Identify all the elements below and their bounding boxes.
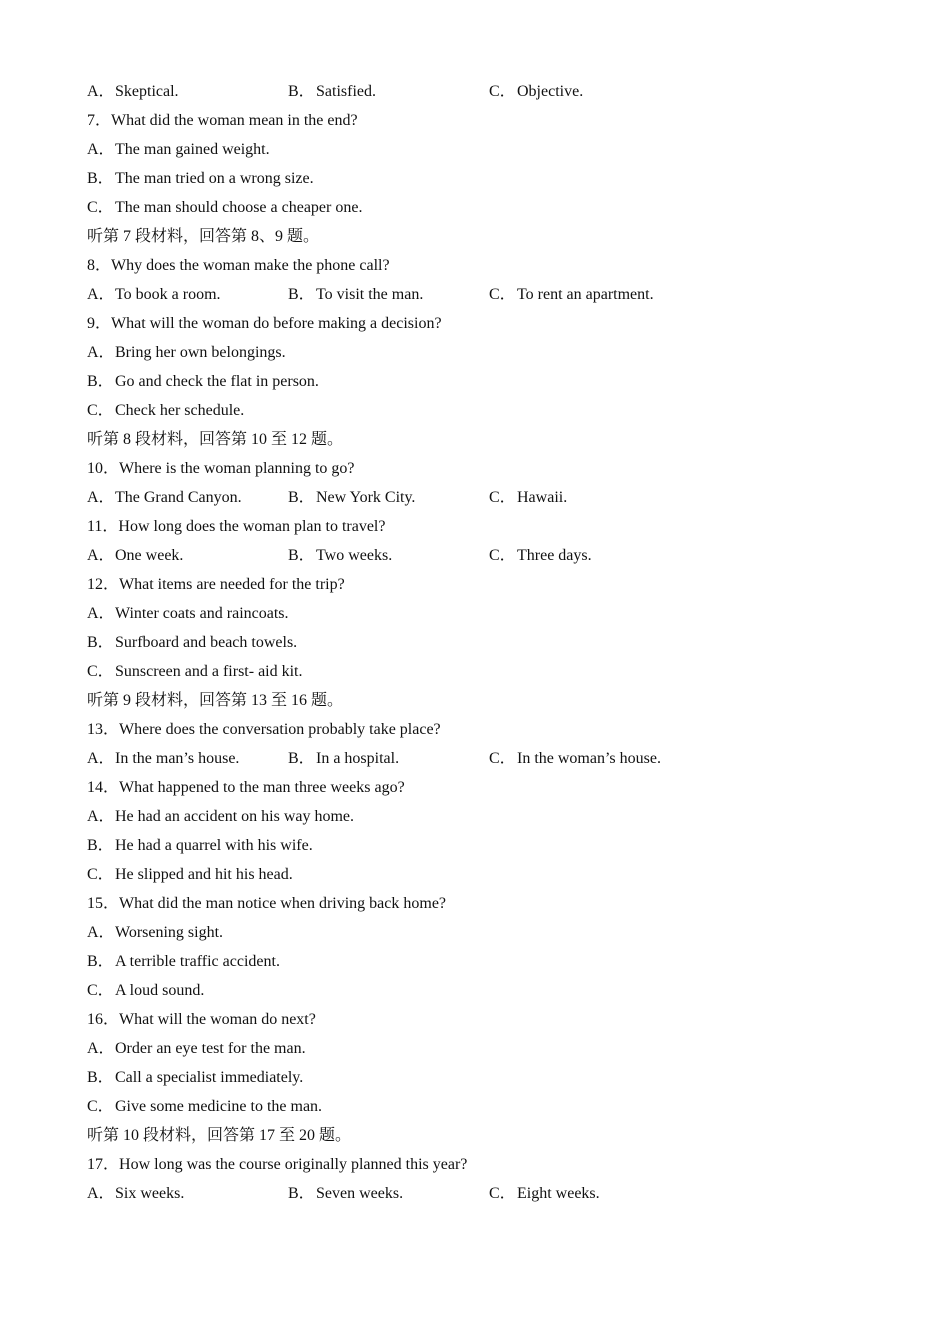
answer-option (489, 1181, 690, 1210)
option-text: Call a specialist immediately. (115, 1069, 304, 1086)
option-text: Go and check the flat in person. (115, 373, 319, 390)
answer-option (489, 746, 690, 775)
answer-option (87, 137, 887, 166)
option-text: Two weeks. (316, 547, 393, 564)
question-line (87, 456, 887, 485)
option-text: The man tried on a wrong size. (115, 170, 314, 187)
question-text: What items are needed for the trip? (119, 576, 345, 593)
option-letter: B． (288, 83, 315, 100)
answer-options-row (87, 1181, 887, 1210)
question-number: 17． (87, 1156, 120, 1173)
option-letter: A． (87, 286, 115, 303)
answer-option (87, 1094, 887, 1123)
answer-option (87, 282, 288, 311)
option-text: The Grand Canyon. (115, 489, 242, 506)
option-letter: B． (87, 373, 114, 390)
option-text: Objective. (517, 83, 584, 100)
answer-option (288, 79, 489, 108)
question-text: What happened to the man three weeks ago? (119, 779, 405, 796)
option-letter: A． (87, 141, 115, 158)
answer-options-row (87, 543, 887, 572)
section-heading (87, 427, 887, 456)
answer-option (87, 833, 887, 862)
option-letter: C． (87, 663, 114, 680)
question-line (87, 514, 887, 543)
question-number: 13． (87, 721, 120, 738)
answer-option (288, 746, 489, 775)
question-number: 11． (87, 518, 119, 535)
question-line (87, 891, 887, 920)
answer-option (87, 195, 887, 224)
option-text: Satisfied. (316, 83, 376, 100)
option-text: He slipped and hit his head. (115, 866, 293, 883)
question-line (87, 108, 887, 137)
option-text: A terrible traffic accident. (115, 953, 280, 970)
option-letter: B． (288, 750, 315, 767)
option-text: Hawaii. (517, 489, 568, 506)
question-text: What will the woman do before making a decision? (111, 315, 442, 332)
answer-option (489, 543, 690, 572)
option-text: In a hospital. (316, 750, 400, 767)
option-text: To book a room. (115, 286, 221, 303)
answer-option (87, 862, 887, 891)
option-text: Check her schedule. (115, 402, 245, 419)
question-number: 9． (87, 315, 112, 332)
option-text: Order an eye test for the man. (115, 1040, 306, 1057)
option-text: Eight weeks. (517, 1185, 600, 1202)
option-text: Worsening sight. (115, 924, 224, 941)
option-letter: A． (87, 344, 115, 361)
option-letter: A． (87, 605, 115, 622)
question-text: Where is the woman planning to go? (119, 460, 355, 477)
answer-option (87, 949, 887, 978)
option-text: The man should choose a cheaper one. (115, 199, 363, 216)
option-letter: C． (87, 1098, 114, 1115)
question-line (87, 311, 887, 340)
option-letter: A． (87, 924, 115, 941)
option-text: He had an accident on his way home. (115, 808, 355, 825)
answer-option (87, 398, 887, 427)
answer-option (288, 282, 489, 311)
question-line (87, 1007, 887, 1036)
option-letter: C． (87, 982, 114, 999)
option-text: Seven weeks. (316, 1185, 404, 1202)
option-letter: C． (489, 750, 516, 767)
option-text: A loud sound. (115, 982, 205, 999)
question-text: What did the man notice when driving back home? (119, 895, 447, 912)
option-text: Bring her own belongings. (115, 344, 286, 361)
answer-options-row (87, 485, 887, 514)
answer-options-row (87, 746, 887, 775)
option-text: To visit the man. (316, 286, 424, 303)
question-number: 7． (87, 112, 112, 129)
section-heading (87, 224, 887, 253)
answer-options-row (87, 79, 887, 108)
answer-option (87, 804, 887, 833)
option-text: Give some medicine to the man. (115, 1098, 323, 1115)
option-letter: C． (87, 866, 114, 883)
question-text: How long was the course originally planned this year? (119, 1156, 468, 1173)
question-text: What will the woman do next? (119, 1011, 316, 1028)
option-letter: A． (87, 83, 115, 100)
option-letter: B． (87, 634, 114, 651)
answer-option (87, 543, 288, 572)
option-letter: A． (87, 808, 115, 825)
question-line (87, 775, 887, 804)
question-number: 16． (87, 1011, 120, 1028)
option-text: Skeptical. (115, 83, 179, 100)
answer-option (87, 601, 887, 630)
option-text: To rent an apartment. (517, 286, 654, 303)
question-number: 14． (87, 779, 120, 796)
option-letter: C． (489, 547, 516, 564)
answer-option (87, 340, 887, 369)
option-letter: B． (87, 837, 114, 854)
section-heading (87, 688, 887, 717)
question-number: 15． (87, 895, 120, 912)
section-heading-text: 听第 9 段材料，回答第 13 至 16 题。 (87, 692, 344, 709)
question-number: 12． (87, 576, 120, 593)
question-text: Where does the conversation probably take place? (119, 721, 441, 738)
option-letter: B． (87, 170, 114, 187)
answer-option (87, 1181, 288, 1210)
option-text: In the woman’s house. (517, 750, 661, 767)
option-letter: C． (489, 286, 516, 303)
section-heading-text: 听第 7 段材料，回答第 8、9 题。 (87, 228, 320, 245)
answer-option (87, 659, 887, 688)
answer-option (87, 485, 288, 514)
answer-option (87, 1036, 887, 1065)
option-text: Surfboard and beach towels. (115, 634, 298, 651)
answer-option (87, 630, 887, 659)
option-text: New York City. (316, 489, 416, 506)
answer-option (87, 79, 288, 108)
option-text: In the man’s house. (115, 750, 240, 767)
option-letter: A． (87, 1040, 115, 1057)
option-text: Sunscreen and a first- aid kit. (115, 663, 303, 680)
option-text: He had a quarrel with his wife. (115, 837, 313, 854)
answer-option (87, 978, 887, 1007)
option-letter: C． (87, 402, 114, 419)
question-line (87, 572, 887, 601)
answer-option (489, 79, 690, 108)
answer-option (489, 282, 690, 311)
answer-option (87, 1065, 887, 1094)
option-letter: B． (288, 489, 315, 506)
answer-option (288, 543, 489, 572)
option-letter: B． (288, 1185, 315, 1202)
question-number: 8． (87, 257, 112, 274)
option-text: Six weeks. (115, 1185, 185, 1202)
answer-option (288, 1181, 489, 1210)
option-letter: C． (87, 199, 114, 216)
option-text: Three days. (517, 547, 592, 564)
option-letter: C． (489, 1185, 516, 1202)
section-heading-text: 听第 10 段材料，回答第 17 至 20 题。 (87, 1127, 352, 1144)
exam-page (87, 79, 887, 1210)
answer-option (87, 746, 288, 775)
option-letter: A． (87, 489, 115, 506)
question-line (87, 1152, 887, 1181)
question-line (87, 717, 887, 746)
option-letter: B． (288, 547, 315, 564)
answer-option (87, 920, 887, 949)
option-text: The man gained weight. (115, 141, 270, 158)
section-heading-text: 听第 8 段材料，回答第 10 至 12 题。 (87, 431, 344, 448)
question-text: Why does the woman make the phone call? (111, 257, 390, 274)
answer-option (288, 485, 489, 514)
option-letter: C． (489, 489, 516, 506)
answer-options-row (87, 282, 887, 311)
option-text: Winter coats and raincoats. (115, 605, 289, 622)
option-letter: A． (87, 547, 115, 564)
option-letter: B． (87, 1069, 114, 1086)
option-letter: A． (87, 1185, 115, 1202)
answer-option (87, 369, 887, 398)
option-letter: A． (87, 750, 115, 767)
option-letter: B． (87, 953, 114, 970)
answer-option (489, 485, 690, 514)
option-text: One week. (115, 547, 184, 564)
option-letter: B． (288, 286, 315, 303)
question-line (87, 253, 887, 282)
question-text: What did the woman mean in the end? (111, 112, 358, 129)
option-letter: C． (489, 83, 516, 100)
question-text: How long does the woman plan to travel? (118, 518, 386, 535)
question-number: 10． (87, 460, 120, 477)
answer-option (87, 166, 887, 195)
section-heading (87, 1123, 887, 1152)
